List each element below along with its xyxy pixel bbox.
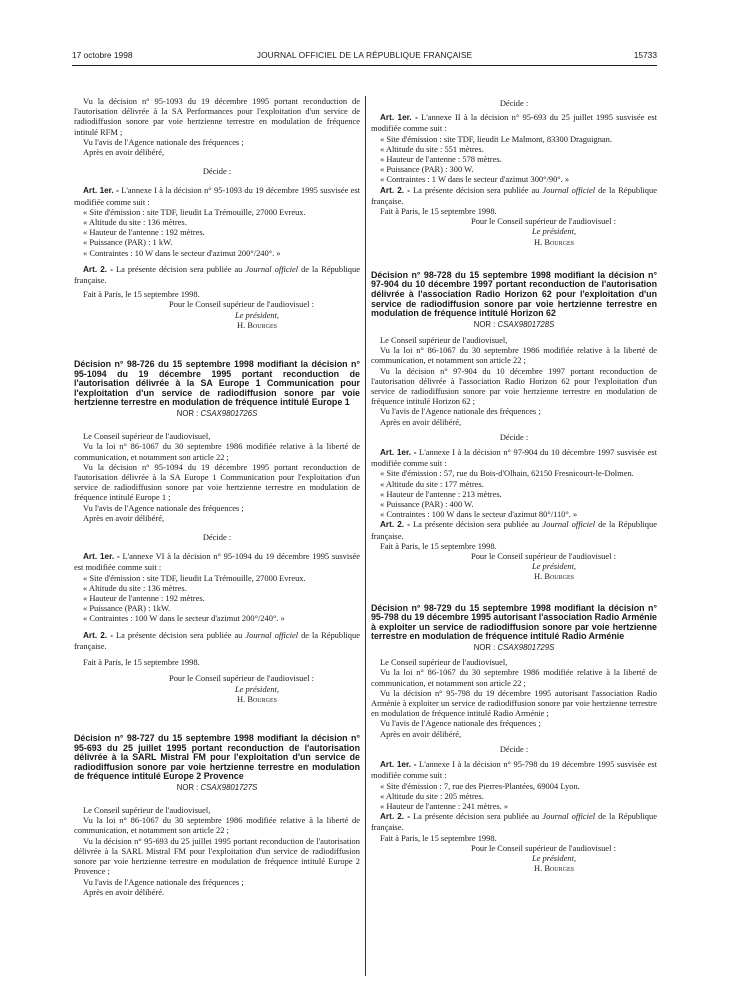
- paragraph: Le Conseil supérieur de l'audiovisuel,: [83, 431, 211, 442]
- decide-heading: Décide :: [202, 532, 232, 543]
- article-label: Art. 2. -: [83, 264, 113, 274]
- list-item: « Puissance (PAR) : 300 W.: [380, 164, 474, 175]
- nor-code: CSAX9801726S: [200, 409, 258, 419]
- paragraph: Après en avoir délibéré.: [83, 886, 165, 897]
- done-at: Fait à Paris, le 15 septembre 1998.: [83, 657, 200, 668]
- list-item: « Puissance (PAR) : 1kW.: [83, 603, 171, 614]
- paragraph: Vu la décision n° 95-798 du 19 décembre 1995 autorisant l'association Radio Arménie à exploiter un service de radiodiffusion sonore par voie hertzienne terrestre en modulation de fréquence intitulé Radio Arménie ;: [371, 687, 657, 719]
- decision-title: Décision n° 98-728 du 15 septembre 1998 modifiant la décision n° 97-904 du 10 décembre 1997 portant reconduction de l'autorisation délivrée à l'association Radio Horizon 62 pour l'exploitation d'un service de radiodiffusion sonore par voie hertzienne terrestre en modulation de fréquence intitulé Horizon 62: [371, 269, 657, 319]
- done-at: Fait à Paris, le 15 septembre 1998.: [380, 832, 497, 843]
- nor-label: NOR :: [176, 782, 201, 792]
- list-item: « Altitude du site : 177 mètres.: [380, 478, 484, 489]
- article-label: Art. 2. -: [380, 812, 410, 822]
- signature-for: Pour le Conseil supérieur de l'audiovisuel :: [169, 299, 314, 310]
- nor-code: CSAX9801728S: [497, 319, 555, 329]
- list-item: « Site d'émission : 57, rue du Bois-d'Olhain, 62150 Fresnicourt-le-Dolmen.: [380, 468, 634, 479]
- article-1: [371, 759, 657, 780]
- nor-reference: [74, 409, 360, 419]
- signature-name: H. Bourges: [534, 236, 574, 247]
- article-2: [371, 185, 657, 206]
- journal-ref: Journal officiel: [542, 811, 596, 822]
- list-item: « Site d'émission : 7, rue des Pierres-Plantées, 69004 Lyon.: [380, 780, 580, 791]
- paragraph: Après en avoir délibéré,: [380, 416, 462, 427]
- nor-label: NOR :: [176, 409, 201, 419]
- list-item: « Puissance (PAR) : 400 W.: [380, 499, 474, 510]
- paragraph: Vu la loi n° 86-1067 du 30 septembre 1986 modifiée relative à la liberté de communication, et notamment son article 22 ;: [371, 667, 657, 688]
- list-item: « Contraintes : 100 W dans le secteur d'azimut 80°/110°. »: [380, 509, 578, 520]
- list-item: « Hauteur de l'antenne : 213 mètres.: [380, 488, 502, 499]
- article-2: [371, 811, 657, 832]
- decision-title: Décision n° 98-727 du 15 septembre 1998 modifiant la décision n° 95-693 du 25 juillet 1995 portant reconduction de l'autorisation délivrée à la SARL Mistral FM pour l'exploitation d'un service de radiodiffusion sonore par voie hertzienne terrestre en modulation de fréquence intitulé Europe 2 Provence: [74, 732, 360, 782]
- article-label: Art. 1er. -: [83, 552, 120, 562]
- paragraph: Après en avoir délibéré,: [380, 728, 462, 739]
- nor-label: NOR :: [473, 319, 498, 329]
- nor-code: CSAX9801727S: [200, 782, 258, 792]
- decide-heading: Décide :: [499, 98, 529, 108]
- nor-code: CSAX9801729S: [497, 643, 555, 653]
- column-divider: [365, 96, 366, 976]
- header-page-number: 15733: [633, 50, 657, 60]
- decide-heading: Décide :: [499, 431, 529, 442]
- signature-title: Le président,: [531, 561, 577, 572]
- article-label: Art. 1er. -: [380, 113, 418, 123]
- list-item: « Altitude du site : 205 mètres.: [380, 790, 484, 801]
- header-date: 17 octobre 1998: [72, 50, 133, 60]
- list-item: « Puissance (PAR) : 1 kW.: [83, 237, 173, 248]
- signature-title: Le président,: [234, 683, 280, 694]
- paragraph: Vu l'avis de l'Agence nationale des fréquences ;: [83, 502, 244, 513]
- article-label: Art. 2. -: [83, 630, 113, 640]
- list-item: « Hauteur de l'antenne : 578 mètres.: [380, 154, 502, 165]
- article-2: [74, 630, 360, 651]
- article-1: [74, 185, 360, 206]
- nor-reference: [74, 783, 360, 793]
- list-item: « Contraintes : 100 W dans le secteur d'azimut 200°/240°. »: [83, 613, 285, 624]
- nor-reference: [371, 320, 657, 330]
- article-text: L'annexe I à la décision n° 95-1093 du 19 décembre 1995 susvisée est modifiée comme suit :: [74, 185, 361, 207]
- header-rule: [72, 65, 657, 66]
- list-item: « Altitude du site : 551 mètres.: [380, 143, 484, 154]
- done-at: Fait à Paris, le 15 septembre 1998.: [380, 540, 497, 551]
- article-text: L'annexe I à la décision n° 95-798 du 19 décembre 1995 susvisée est modifiée comme suit :: [371, 759, 658, 781]
- signature-for: Pour le Conseil supérieur de l'audiovisuel :: [471, 551, 616, 562]
- decide-heading: Décide :: [202, 166, 232, 177]
- signature-name: H. Bourges: [534, 571, 574, 582]
- article-text: La présente décision sera publiée au: [409, 519, 543, 530]
- signature-name: H. Bourges: [237, 319, 277, 330]
- signature-title: Le président,: [531, 226, 577, 237]
- article-text: La présente décision sera publiée au: [112, 263, 246, 274]
- decide-heading: Décide :: [499, 743, 529, 754]
- paragraph: Après en avoir délibéré,: [83, 147, 165, 158]
- article-text: L'annexe II à la décision n° 95-693 du 25 juillet 1995 susvisée est modifiée comme suit :: [371, 112, 657, 134]
- list-item: « Contraintes : 1 W dans le secteur d'azimut 300°/90°. »: [380, 174, 570, 185]
- decision-title: Décision n° 98-726 du 15 septembre 1998 modifiant la décision n° 95-1094 du 19 décembre 1995 portant reconduction de l'autorisation délivrée à la SA Europe 1 Communication pour l'exploitation d'un service de radiodiffusion sonore par voie hertzienne terrestre en modulation de fréquence intitulé Europe 1: [74, 359, 360, 408]
- nor-label: NOR :: [473, 643, 498, 653]
- article-label: Art. 1er. -: [380, 760, 417, 770]
- article-label: Art. 2. -: [380, 520, 410, 530]
- article-text: L'annexe VI à la décision n° 95-1094 du 19 décembre 1995 susvisée est modifiée comme suit :: [74, 551, 360, 573]
- list-item: « Hauteur de l'antenne : 192 mètres.: [83, 227, 205, 238]
- paragraph: Après en avoir délibéré,: [83, 512, 165, 523]
- article-text: L'annexe I à la décision n° 97-904 du 10 décembre 1997 susvisée est modifiée comme suit :: [371, 447, 658, 469]
- left-column: [74, 96, 360, 897]
- paragraph: Vu la loi n° 86-1067 du 30 septembre 1986 modifiée relative à la liberté de communication, et notamment son article 22 ;: [74, 815, 360, 836]
- list-item: « Site d'émission : site TDF, lieudit La Trémouille, 27000 Evreux.: [83, 572, 306, 583]
- list-item: « Contraintes : 10 W dans le secteur d'azimut 200°/240°. »: [83, 247, 281, 258]
- article-text: de la République française.: [371, 811, 657, 833]
- list-item: « Altitude du site : 136 mètres.: [83, 217, 187, 228]
- list-item: « Site d'émission : site TDF, lieudit La Trémouille, 27000 Evreux.: [83, 206, 306, 217]
- done-at: Fait à Paris, le 15 septembre 1998.: [380, 206, 497, 217]
- list-item: « Hauteur de l'antenne : 192 mètres.: [83, 593, 205, 604]
- paragraph: Le Conseil supérieur de l'audiovisuel,: [380, 657, 508, 668]
- signature-for: Pour le Conseil supérieur de l'audiovisuel :: [169, 673, 314, 684]
- paragraph: Vu la loi n° 86-1067 du 30 septembre 1986 modifiée relative à la liberté de communication, et notamment son article 22 ;: [74, 441, 360, 462]
- paragraph: Vu la loi n° 86-1067 du 30 septembre 1986 modifiée relative à la liberté de communication, et notamment son article 22 ;: [371, 345, 657, 366]
- paragraph: Le Conseil supérieur de l'audiovisuel,: [83, 805, 211, 816]
- article-text: La présente décision sera publiée au: [112, 629, 246, 640]
- nor-reference: [371, 643, 657, 653]
- list-item: « Altitude du site : 136 mètres.: [83, 582, 187, 593]
- right-column: [371, 98, 657, 873]
- article-text: de la République française.: [371, 184, 657, 206]
- journal-ref: Journal officiel: [245, 629, 299, 640]
- journal-ref: Journal officiel: [542, 184, 596, 195]
- article-label: Art. 1er. -: [83, 186, 119, 196]
- article-text: La présente décision sera publiée au: [409, 184, 543, 195]
- paragraph: Vu la décision n° 95-1094 du 19 décembre 1995 portant reconduction de l'autorisation délivrée à la SA Europe 1 Communication pour l'exploitation d'un service de radiodiffusion sonore par voie hertzienne terrestre en modulation de fréquence intitulé Europe 1 ;: [74, 461, 360, 503]
- done-at: Fait à Paris, le 15 septembre 1998.: [83, 289, 200, 300]
- paragraph: Vu la décision n° 95-1093 du 19 décembre 1995 portant reconduction de l'autorisation délivrée à la SA Performances pour l'exploitation d'un service de radiodiffusion sonore par voie hertzienne terrestre en modulation de fréquence intitulé RFM ;: [74, 96, 360, 137]
- article-text: de la République française.: [74, 629, 360, 651]
- article-label: Art. 1er. -: [380, 448, 417, 458]
- paragraph: Vu l'avis de l'Agence nationale des fréquences ;: [380, 406, 541, 417]
- signature-title: Le président,: [234, 309, 280, 320]
- paragraph: Le Conseil supérieur de l'audiovisuel,: [380, 335, 508, 346]
- paragraph: Vu l'avis de l'Agence nationale des fréquences ;: [380, 718, 541, 729]
- header-journal-title: JOURNAL OFFICIEL DE LA RÉPUBLIQUE FRANÇAISE: [256, 50, 473, 60]
- paragraph: Vu la décision n° 97-904 du 10 décembre 1997 portant reconduction de l'autorisation délivrée à l'association Radio Horizon 62 pour l'exploitation d'un service de radiodiffusion sonore par voie hertzienne terrestre en modulation de fréquence intitulé Horizon 62 ;: [371, 365, 657, 407]
- list-item: « Site d'émission : site TDF, lieudit Le Malmont, 83300 Draguignan.: [380, 133, 612, 144]
- signature-title: Le président,: [531, 852, 577, 863]
- paragraph: Vu la décision n° 95-693 du 25 juillet 1995 portant reconduction de l'autorisation délivrée à la SARL Mistral FM pour l'exploitation d'un service de radiodiffusion sonore par voie hertzienne terrestre en modulation de fréquence intitulé Europe 2 Provence ;: [74, 835, 360, 877]
- article-1: [371, 447, 657, 468]
- journal-ref: Journal officiel: [542, 519, 596, 530]
- article-text: de la République française.: [371, 519, 657, 541]
- article-1: [371, 112, 657, 133]
- article-text: de la République française.: [74, 263, 360, 286]
- article-label: Art. 2. -: [380, 185, 410, 195]
- article-2: [371, 519, 657, 540]
- journal-ref: Journal officiel: [245, 263, 299, 274]
- article-text: La présente décision sera publiée au: [409, 811, 543, 822]
- paragraph: Vu l'avis de l'Agence nationale des fréquences ;: [83, 136, 244, 147]
- signature-for: Pour le Conseil supérieur de l'audiovisuel :: [471, 842, 616, 853]
- article-1: [74, 551, 360, 572]
- article-2: [74, 264, 360, 285]
- signature-for: Pour le Conseil supérieur de l'audiovisuel :: [471, 216, 616, 227]
- signature-name: H. Bourges: [237, 693, 277, 704]
- decision-title: Décision n° 98-729 du 15 septembre 1998 modifiant la décision n° 95-798 du 19 décembre 1995 autorisant l'association Radio Arménie à exploiter un service de radiodiffusion sonore par voie hertzienne terrestre en modulation de fréquence intitulé Radio Arménie: [371, 602, 657, 642]
- paragraph: Vu l'avis de l'Agence nationale des fréquences ;: [83, 876, 244, 887]
- signature-name: H. Bourges: [534, 863, 574, 874]
- list-item: « Hauteur de l'antenne : 241 mètres. »: [380, 800, 509, 811]
